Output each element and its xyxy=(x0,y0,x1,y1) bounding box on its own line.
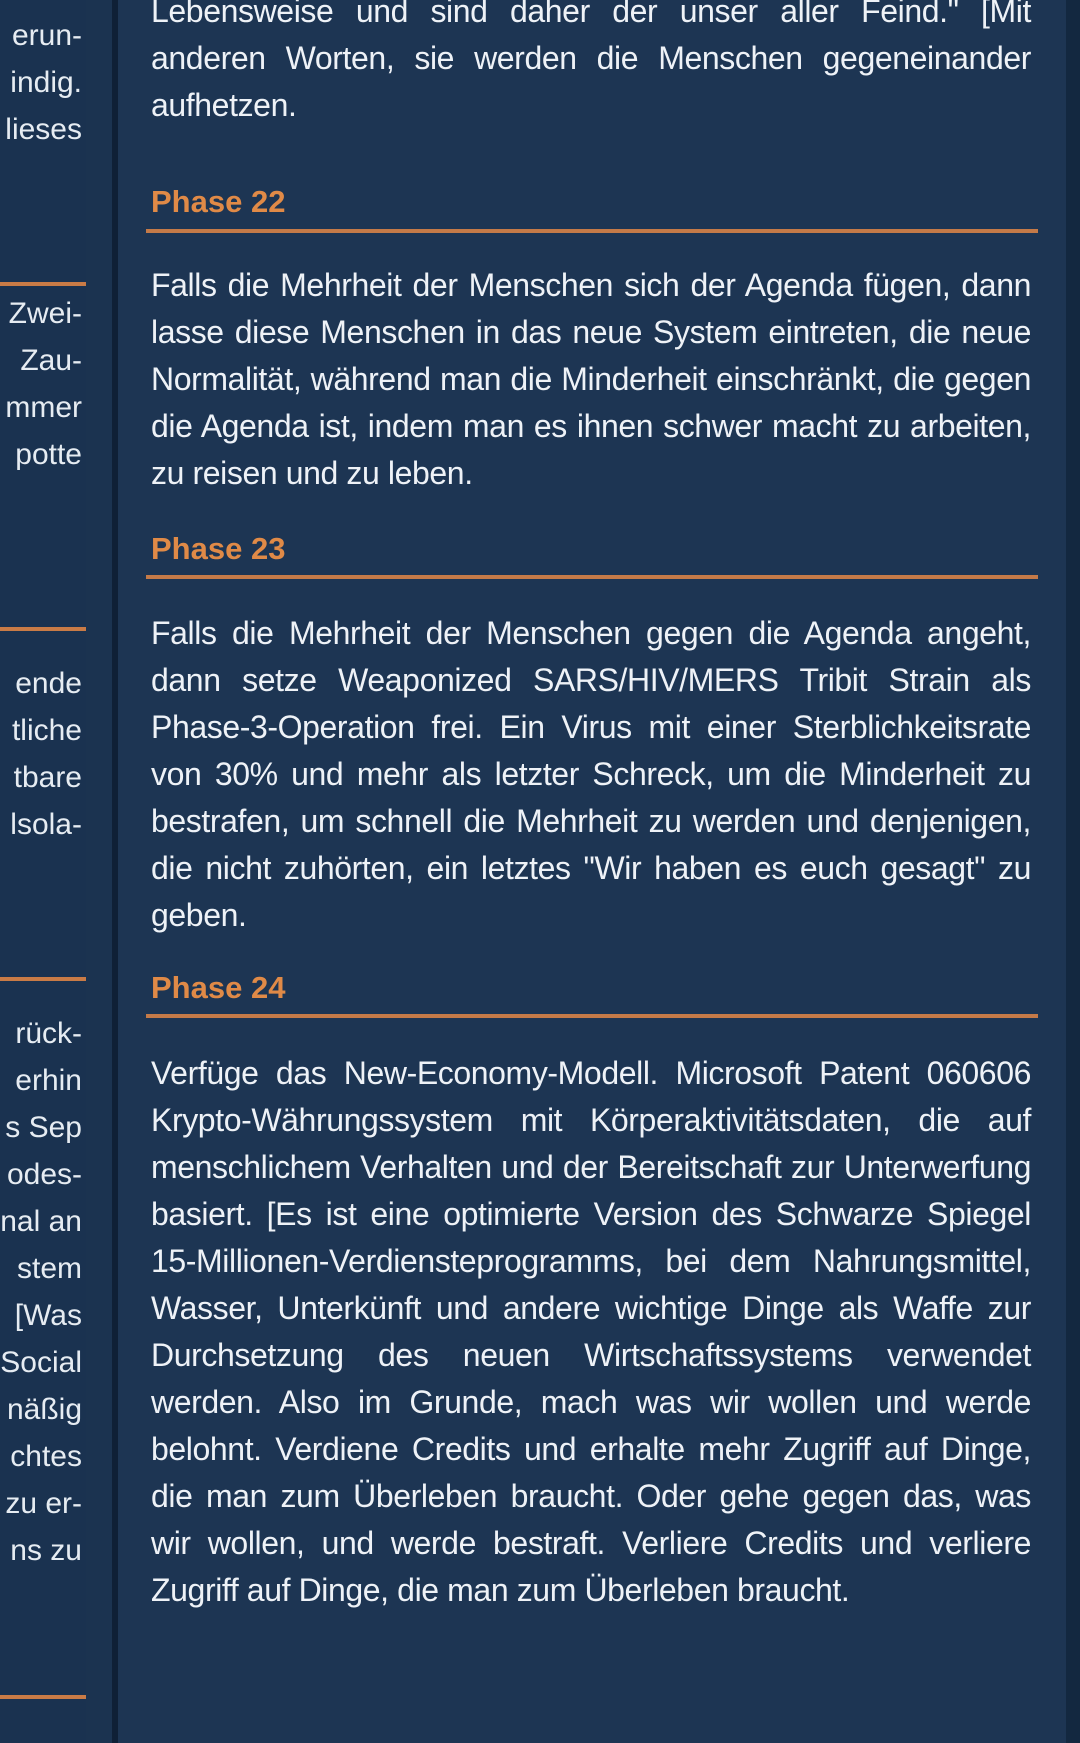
left-fragment: stem xyxy=(16,1252,82,1285)
left-fragment: indig. xyxy=(10,66,82,99)
left-fragment: näßig xyxy=(6,1393,82,1426)
left-fragment: lsola- xyxy=(10,808,82,841)
phase-22-text: Falls die Mehrheit der Menschen sich der Agenda fügen, dann lasse diese Menschen in das neue System eintreten, die neue Normalität, während man die Minderheit einschränkt, die gegen die Agenda ist, indem man es ihnen schwer macht zu arbeiten, zu reisen und zu leben. xyxy=(151,267,1031,491)
left-fragment: mmer xyxy=(5,391,82,424)
left-fragment: odes- xyxy=(6,1158,82,1191)
left-fragment: lieses xyxy=(5,113,82,146)
phase-23-rule xyxy=(146,575,1038,579)
left-fragment: Zwei- xyxy=(8,297,82,330)
left-fragment: tbare xyxy=(13,761,82,794)
left-fragment: [Was xyxy=(14,1299,82,1332)
phase-23-body xyxy=(151,610,1031,939)
left-divider xyxy=(0,627,86,631)
left-fragment: erhin xyxy=(15,1064,82,1097)
phase-23-text: Falls die Mehrheit der Menschen gegen die Agenda angeht, dann setze Weaponized SARS/HIV/MERS Tribit Strain als Phase-3-Operation frei. Ein Virus mit einer Sterblichkeitsrate von 30% und mehr als letzter Schreck, um die Minderheit zu bestrafen, um schnell die Mehrheit zu werden und denjenigen, die nicht zuhörten, ein letztes "Wir haben es euch gesagt" zu geben. xyxy=(151,615,1031,933)
left-fragment: zu er- xyxy=(5,1487,82,1520)
left-fragment: chtes xyxy=(10,1440,82,1473)
phase-24-rule xyxy=(146,1014,1038,1018)
left-divider xyxy=(0,1695,86,1699)
left-fragment: ns zu xyxy=(10,1534,82,1567)
left-fragment: rück- xyxy=(15,1017,82,1050)
left-divider xyxy=(0,282,86,286)
phase-24-body xyxy=(151,1050,1031,1614)
phase-24-text: Verfüge das New-Economy-Modell. Microsoft Patent 060606 Krypto-Währungssystem mit Körperaktivitätsdaten, die auf menschlichem Verhalten und der Bereitschaft zur Unterwerfung basiert. [Es ist eine optimierte Version des Schwarze Spiegel 15-Millionen-Verdiensteprogramms, bei dem Nahrungsmittel, Wasser, Unterkünft und andere wichtige Dinge als Waffe zur Durchsetzung des neuen Wirtschaftssystems verwendet werden. Also im Grunde, mach was wir wollen und werde belohnt. Verdiene Credits und erhalte mehr Zugriff auf Dinge, die man zum Überleben braucht. Oder gehe gegen das, was wir wollen, und werde bestraft. Verliere Credits und verliere Zugriff auf Dinge, die man zum Überleben braucht. xyxy=(151,1055,1031,1608)
left-fragment: Social xyxy=(0,1346,82,1379)
phase-22-heading: Phase 22 xyxy=(151,184,286,219)
left-fragment: erun- xyxy=(11,19,82,52)
left-fragment: tliche xyxy=(11,714,82,747)
left-fragment: ende xyxy=(15,667,82,700)
left-fragment: Zau- xyxy=(20,344,82,377)
intro-paragraph: Lebensweise und sind daher der unser aller Feind." [Mit anderen Worten, sie werden die Menschen gegeneinander aufhetzen. xyxy=(151,0,1031,123)
left-divider xyxy=(0,977,86,981)
main-column xyxy=(118,0,1080,1743)
left-column xyxy=(0,0,86,1743)
phase-22-rule xyxy=(146,229,1038,233)
left-fragment: nal an xyxy=(0,1205,82,1238)
phase-23-heading: Phase 23 xyxy=(151,531,286,566)
right-edge xyxy=(1066,0,1080,1743)
left-fragment: s Sep xyxy=(5,1111,82,1144)
phase-22-body xyxy=(151,262,1031,497)
left-fragment: potte xyxy=(15,438,82,471)
phase-24-heading: Phase 24 xyxy=(151,970,286,1005)
intro-block xyxy=(151,0,1031,129)
